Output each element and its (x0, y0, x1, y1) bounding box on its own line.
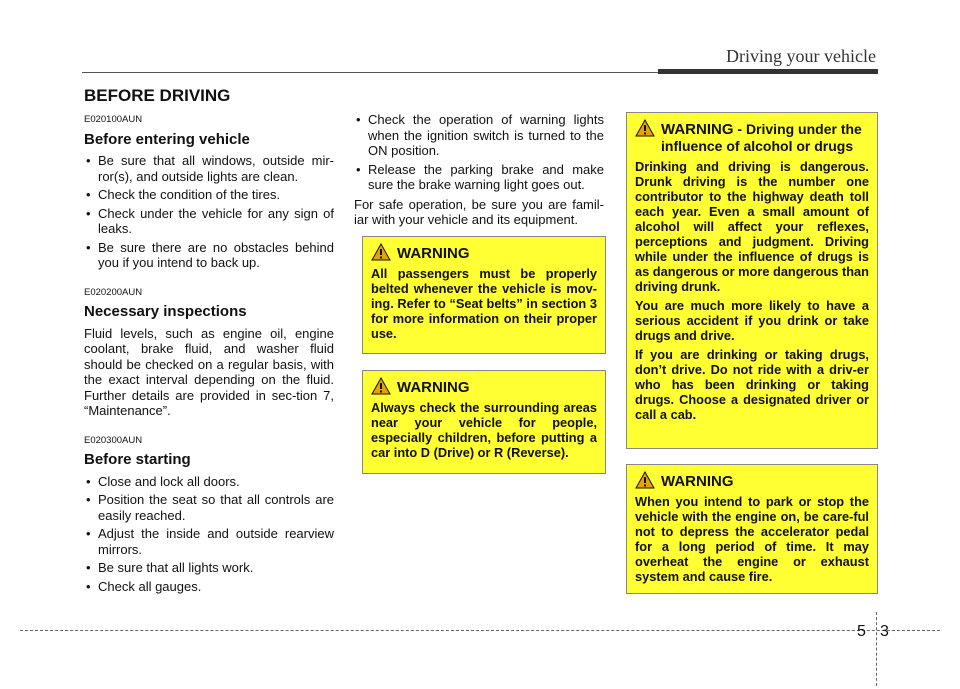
warning-text: If you are drinking or taking drugs, don’t drive. Do not ride with a driv-er who has been drinking or taking drugs. Choose a designated driver or call a cab. (635, 347, 869, 422)
list-item: • Check the operation of warning lights when the ignition switch is turned to the ON position. (354, 112, 604, 159)
warning-title: WARNING (397, 245, 470, 262)
warning-header (635, 473, 869, 490)
left-column (84, 112, 334, 608)
page-number-divider (876, 612, 878, 686)
warning-subtitle: - Driving under the influence of alcohol or drugs (661, 121, 862, 154)
warning-header (371, 245, 597, 262)
list-item: • Check the condition of the tires. (84, 187, 334, 203)
section-code: E020100AUN (84, 114, 143, 125)
warning-box-engine-overheat (626, 464, 878, 594)
warning-triangle-icon (371, 377, 391, 395)
list-item: • Check under the vehicle for any sign of leaks. (84, 206, 334, 237)
subheading-before-starting: Before starting (84, 451, 191, 468)
chapter-title: Driving your vehicle (726, 46, 876, 66)
warning-header (635, 121, 869, 155)
list-item: • Release the parking brake and make sure the brake warning light goes out. (354, 162, 604, 193)
warning-title: WARNING (661, 121, 734, 138)
warning-text: You are much more likely to have a serious accident if you drink or take drugs and drive. (635, 298, 869, 343)
warning-box-alcohol-drugs (626, 112, 878, 449)
checklist-continued (354, 112, 604, 193)
warning-box-surroundings (362, 370, 606, 474)
checklist-before-starting (84, 474, 334, 595)
warning-text: Drinking and driving is dangerous. Drunk driving is the number one contributor to the highway death toll each year. Even a small amount of alcohol will affect your reflexes, perceptions and judgment. Driving while under the influence of drugs is as dangerous or more dangerous than driving drunk. (635, 159, 869, 294)
section-title: BEFORE DRIVING (84, 86, 231, 105)
warning-header (371, 379, 597, 396)
section-code: E020300AUN (84, 434, 143, 446)
list-item: • Be sure there are no obstacles behind you if you intend to back up. (84, 240, 334, 271)
warning-title: WARNING (397, 379, 470, 396)
warning-text: All passengers must be properly belted whenever the vehicle is mov-ing. Refer to “Seat belts” in section 3 for more information on their proper use. (371, 266, 597, 341)
page-section-number: 5 (857, 623, 866, 640)
middle-column (354, 112, 604, 242)
warning-triangle-icon (635, 119, 655, 137)
warning-title: WARNING (661, 473, 734, 490)
paragraph-inspections: Fluid levels, such as engine oil, engine coolant, brake fluid, and washer fluid should be checked on a regular basis, with the exact interval depending on the fluid. Further details are provided in sec-tion 7, “Maintenance”. (84, 325, 334, 418)
warning-text: Always check the surrounding areas near your vehicle for people, especially children, before putting a car into D (Drive) or R (Reverse). (371, 400, 597, 460)
subheading-before-entering: Before entering vehicle (84, 130, 250, 148)
footer-rule (20, 630, 940, 631)
subheading-necessary-inspections: Necessary inspections (84, 303, 247, 320)
paragraph-safe-operation: For safe operation, be sure you are famil-iar with your vehicle and its equipment. (354, 196, 604, 227)
list-item: • Adjust the inside and outside rearview mirrors. (84, 526, 334, 557)
checklist-before-entering (84, 153, 334, 271)
page-number: 3 (880, 623, 889, 640)
header-rule-accent (658, 69, 878, 74)
section-code: E020200AUN (84, 286, 143, 298)
warning-box-seat-belts (362, 236, 606, 354)
list-item: • Close and lock all doors. (84, 474, 334, 490)
list-item: • Check all gauges. (84, 579, 334, 595)
warning-text: When you intend to park or stop the vehicle with the engine on, be care-ful not to depress the accelerator pedal for a long period of time. It may overheat the engine or exhaust system and cause fire. (635, 494, 869, 584)
list-item: • Be sure that all lights work. (84, 560, 334, 576)
warning-triangle-icon (635, 471, 655, 489)
warning-triangle-icon (371, 243, 391, 261)
list-item: • Be sure that all windows, outside mir-ror(s), and outside lights are clean. (84, 153, 334, 184)
header-rule (82, 72, 698, 73)
list-item: • Position the seat so that all controls are easily reached. (84, 492, 334, 523)
